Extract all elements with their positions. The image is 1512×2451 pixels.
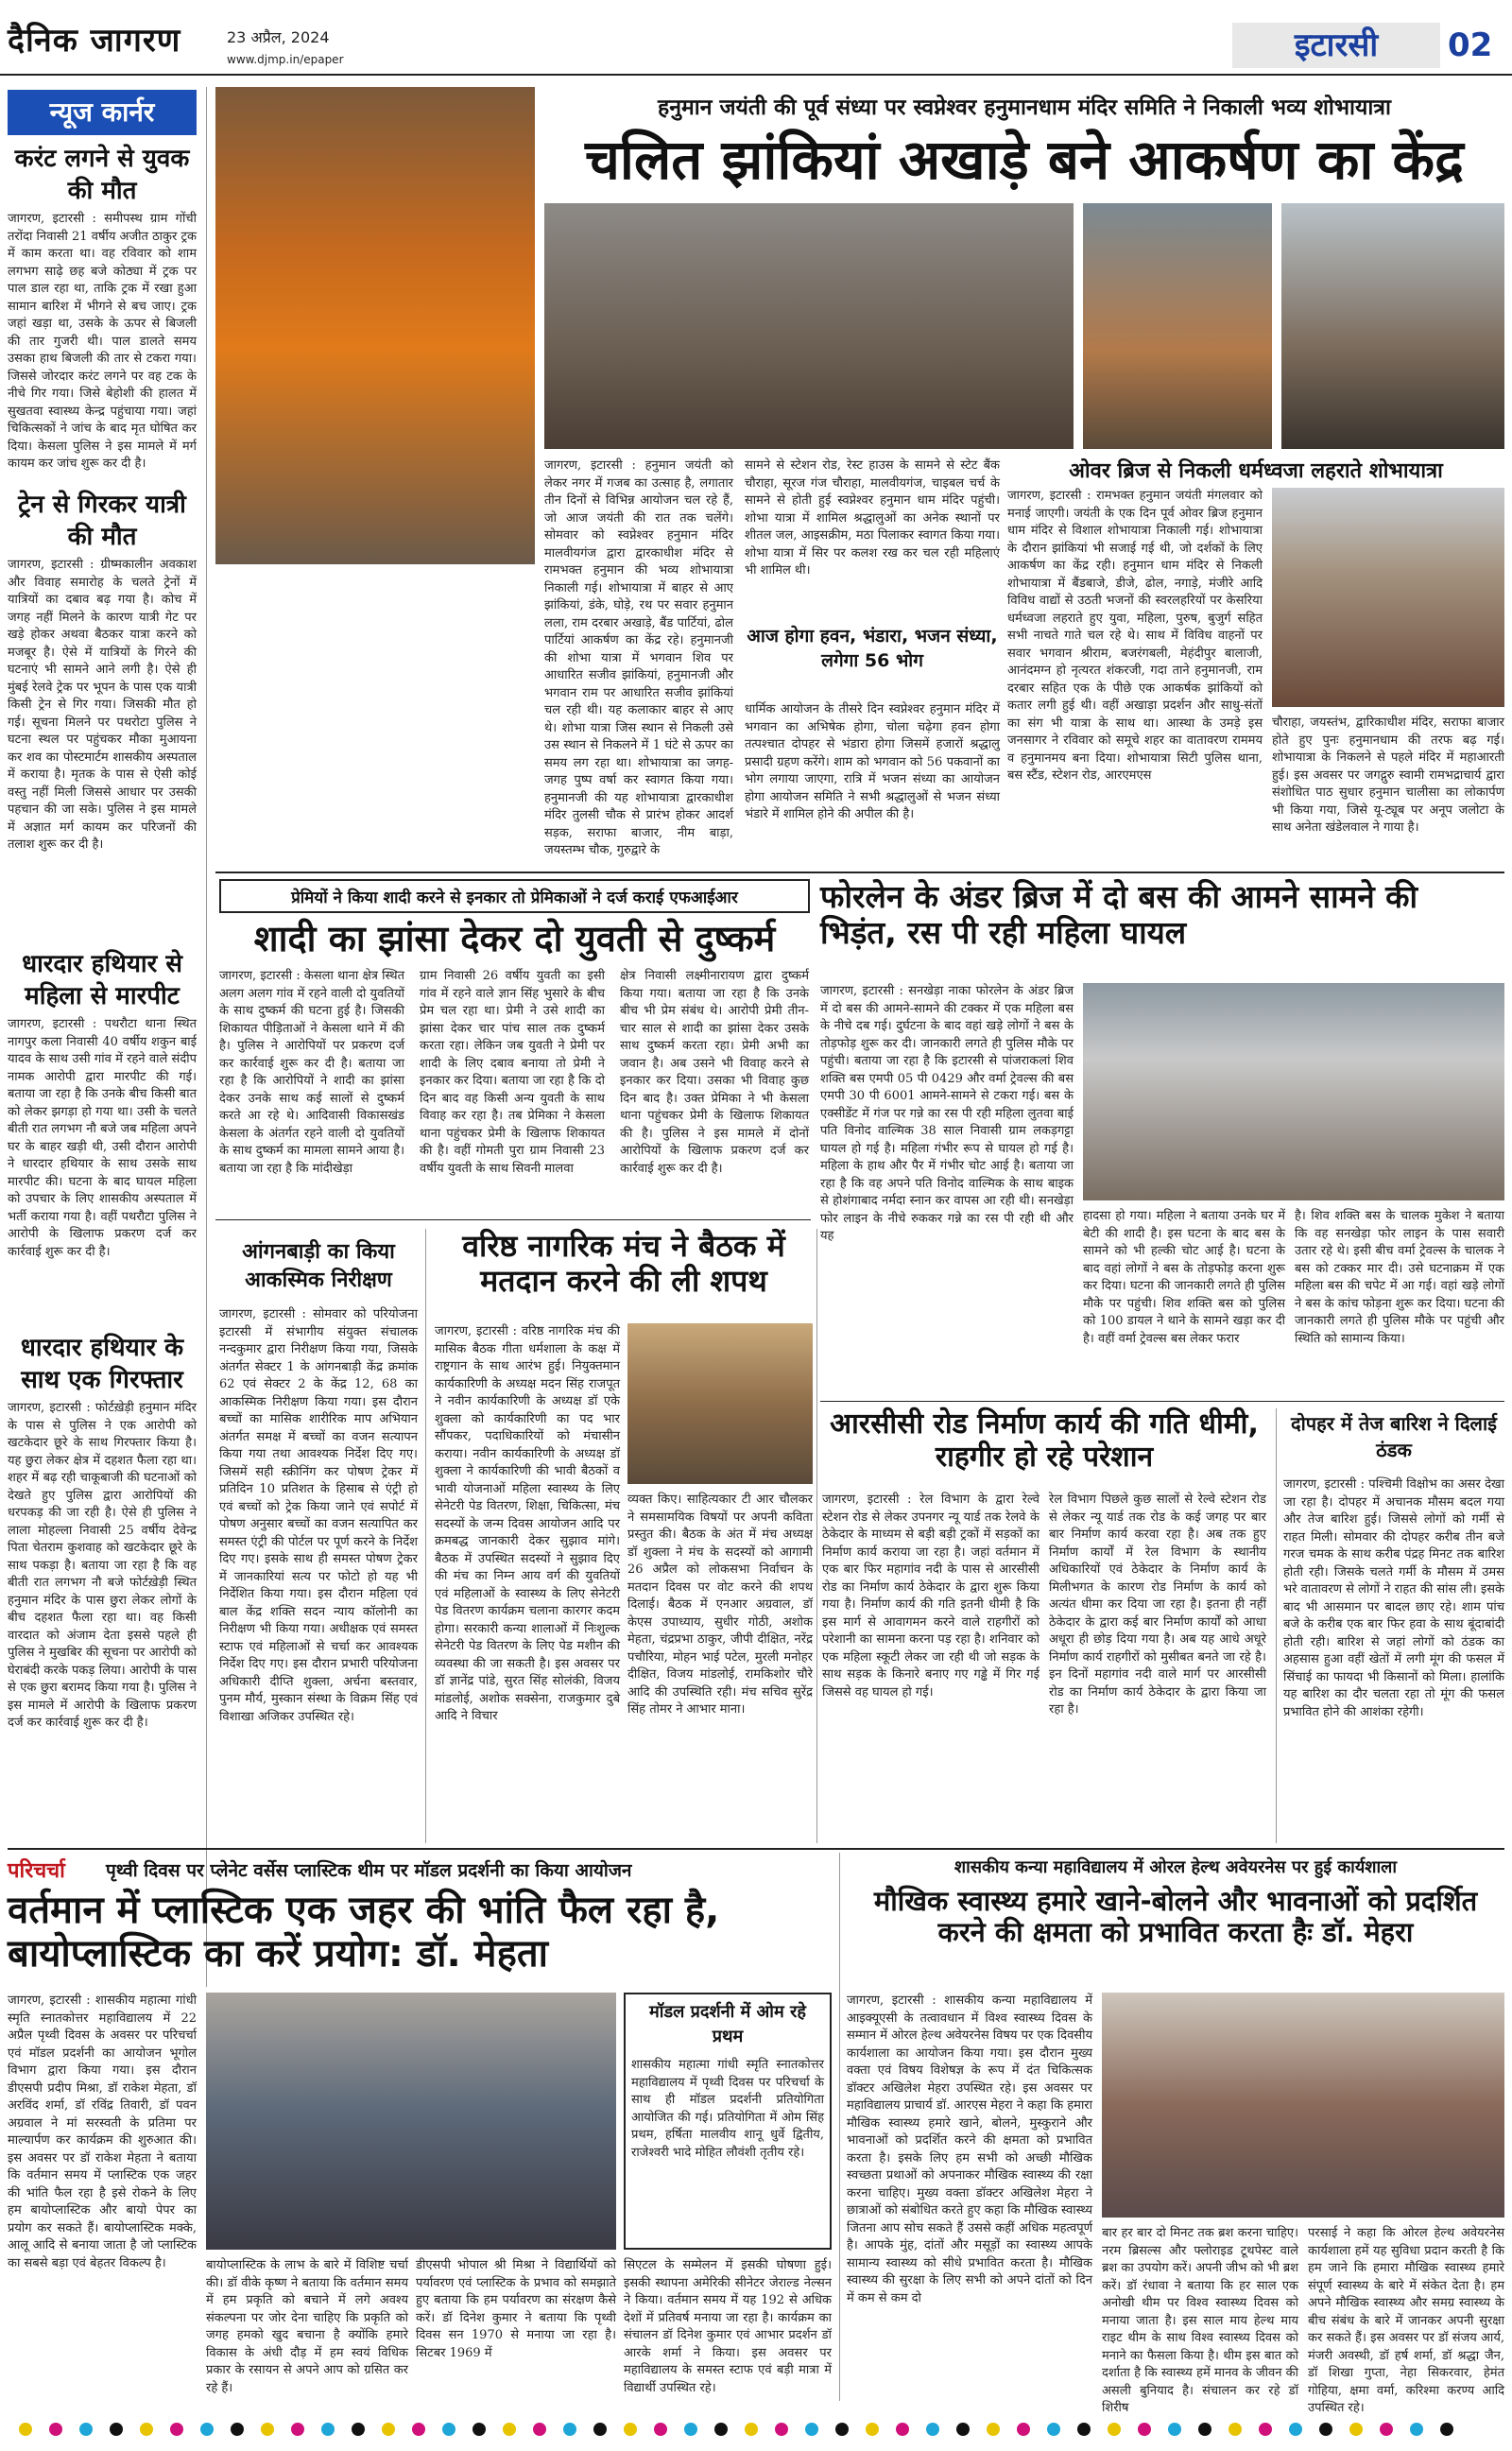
senior-body: जागरण, इटारसी : वरिष्ठ नागरिक मंच की मासिक बैठक गीता धर्मशाला के कक्ष में राष्ट्रगान के साथ आरंभ हुई। नियुक्तमान कार्यकारिणी के अध्यक्ष मदन सिंह राजपूत ने नवीन कार्यकारिणी के अध्यक्ष डॉ एके शुक्ला को कार्यकारिणी का पद भार सौंपकर, पदाधिकारियों को मंचासीन कराया। नवीन कार्यकारिणी के अध्यक्ष डॉ शुक्ला ने कार्यकारिणी की भावी बैठकों व भावी योजनाओं महिला स्वास्थ्य के लिए सेनेटरी पेड वितरण, शिक्षा, चिकित्सा, मंच सदस्यों के जन्म दिवस आयोजन आदि पर क्रमबद्ध जानकारी देकर सुझाव मांगे। बैठक में उपस्थित सदस्यों ने सुझाव दिए की मंच का निम्न आय वर्ग की युवतियों एवं महिलाओं के स्वास्थ्य के लिए सेनेटरी पेड वितरण कार्यक्रम चलाना कारगर कदम होगा। सरकारी कन्या शालाओं में निःशुल्क सेनेटरी पेड वितरण के लिए पेड मशीन की व्यवस्था की जा सकती है। इस अवसर पर डॉ ज्ञानेंद्र पांडे, सुरत सिंह सोलंकी, विजय मांडलोई, अशोक सक्सेना, राजकुमार दुबे आदि ने विचार xyxy=(435,1324,620,1723)
news-corner-headline: ट्रेन से गिरकर यात्री की मौत xyxy=(18,491,186,551)
column-divider xyxy=(816,1229,817,1843)
news-corner-headline: धारदार हथियार से महिला से मारपीट xyxy=(22,950,182,1010)
registration-dot xyxy=(110,2423,123,2436)
oral-headline: मौखिक स्वास्थ्य हमारे खाने-बोलने और भावनाओं को प्रदर्शित करने की क्षमता को प्रभावित करता हैः डॉ. मेहरा xyxy=(873,1885,1478,1949)
overbridge-body: जागरण, इटारसी : रामभक्त हनुमान जयंती मंगलवार को मनाई जाएगी। जयंती के एक दिन पूर्व ओवर ब्रिज हनुमान धाम मंदिर से विशाल शोभायात्रा निकाली गई। शोभायात्रा के दौरान झांकियां भी सजाई गई थी, जो दर्शकों के लिए आकर्षण का केंद्र रही। हनुमान धाम मंदिर से निकली शोभायात्रा में बैंडबाजे, डीजे, ढोल, नगाड़े, मंजीरे आदि विविध वाद्यों से उठती भजनों की स्वरलहरियों पर केसरिया धर्मध्वजा लहराते हुए युवा, महिला, पुरुष, बुजुर्ग सहित सभी नाचते गाते चल रहे थे। साथ में विविध वाहनों पर सवार भगवान श्रीराम, बजरंगबली, मेहंदीपुर बालाजी, आनंदमग्न हो नृत्यरत शंकरजी, गदा ताने हनुमानजी, राम दरबार सहित एक के पीछे एक आकर्षक झांकियों को कतार लगी हुई थी। वहीं अखाड़ा प्रदर्शन और साधु-संतों का संग भी यात्रा के साथ था। आस्था के उमड़े इस जनसागर ने रविवार को समूचे शहर का वातावरण राममय व हनुमानमय बना दिया। शोभायात्रा सिटी पुलिस थाना, बस स्टैंड, स्टेशन रोड, आरएमएस xyxy=(1007,489,1263,783)
lead-body: सामने से स्टेशन रोड, रेस्ट हाउस के सामने से स्टेट बैंक चौराहा, सूरज गंज चौराहा, मालवीयगंज, चाइबल चर्च के सामने से होती हुई स्वप्नेश्वर हनुमान धाम मंदिर पहुंची। शोभा यात्रा में शामिल श्रद्धालुओं का अनेक स्थानों पर शीतल जल, आइसक्रीम, मठा पिलाकर स्वागत किया गया। शोभा यात्रा में सिर पर कलश रख कर चल रही महिलाएं भी शामिल थी। xyxy=(745,458,1000,578)
registration-dot xyxy=(956,2423,970,2436)
column-divider xyxy=(425,1229,426,1843)
section-rule xyxy=(215,872,1504,873)
rain-headline: दोपहर में तेज बारिश ने दिलाई ठंडक xyxy=(1291,1412,1497,1461)
registration-dot xyxy=(291,2423,304,2436)
registration-dot xyxy=(1349,2423,1363,2436)
registration-dot xyxy=(987,2423,1000,2436)
registration-dot xyxy=(563,2423,576,2436)
registration-dot xyxy=(1077,2423,1091,2436)
registration-dot xyxy=(472,2423,486,2436)
rcc-headline: आरसीसी रोड निर्माण कार्य की गति धीमी, राहगीर हो रहे परेशान xyxy=(830,1407,1259,1474)
registration-dot xyxy=(1410,2423,1423,2436)
oral-caption: परसाई ने कहा कि ओरल हेल्थ अवेयरनेस कार्यशाला हमें यह सुविधा प्रदान करती है कि हम जाने कि हमारा मौखिक स्वास्थ्य हमारे संपूर्ण स्वास्थ्य के बारे में संकेत देता है। हम अपने मौखिक स्वास्थ्य और समग्र स्वास्थ्य के बीच संबंध के बारे में जानकर अपनी सुरक्षा कर सकते हैं। इस अवसर पर डॉ संजय आर्य, मंजरी अवस्थी, डॉ हर्ष शर्मा, डॉ श्रद्धा जैन, डॉ शिखा गुप्ता, नेहा सिकरवार, हेमंत गोहिया, क्षमा वर्मा, करिश्मा करण्य आदि उपस्थित रहे। xyxy=(1308,2226,1504,2415)
registration-dot xyxy=(1168,2423,1181,2436)
plastic-body: जागरण, इटारसी : शासकीय महात्मा गांधी स्मृति स्नातकोत्तर महाविद्यालय में 22 अप्रैल पृथ्वी दिवस के अवसर पर परिचर्चा एवं मॉडल प्रदर्शनी का आयोजन भूगोल विभाग द्वारा किया गया। इस दौरान डीएसपी प्रदीप मिश्रा, डॉ राकेश मेहता, डॉ अरविंद शर्मा, डॉ रविंद्र तिवारी, डॉ पवन अग्रवाल ने मां सरस्वती के प्रतिमा पर माल्यार्पण कर कार्यक्रम की शुरुआत की। इस अवसर पर डॉ राकेश मेहता ने बताया कि वर्तमान समय में प्लास्टिक एक जहर की भांति फैल रहा है इसे रोकने के लिए हम बायोप्लास्टिक और बायो पेपर का प्रयोग कर सकते हैं। बायोप्लास्टिक मक्के, आलू आदि से बनाया जाता है जो प्लास्टिक का सबसे बड़ा एवं बेहतर विकल्प है। xyxy=(8,1994,197,2270)
registration-dot xyxy=(714,2423,728,2436)
registration-dot xyxy=(19,2423,32,2436)
section-rule xyxy=(8,1848,1504,1850)
registration-dot xyxy=(231,2423,244,2436)
edition-date: 23 अप्रैल, 2024 xyxy=(227,28,330,46)
registration-dot xyxy=(684,2423,697,2436)
forelane-body: जागरण, इटारसी : सनखेड़ा नाका फोरलेन के अंडर ब्रिज में दो बस की आमने-सामने की टक्कर में एक महिला बस के नीचे दब गई। दुर्घटना के बाद वहां खड़े लोगों ने बस के तोड़फोड़ शुरू कर दी। जानकारी लगते ही पुलिस मौके पर पहुंची। बताया जा रहा है कि इटारसी से पांजराकलां शिव शक्ति बस एमपी 05 पी 0429 और वर्मा ट्रेवल्स की बस एमपी 30 पी 6001 आमने-सामने से टकरा गई। बस के एक्सीडेंट में गंज पर गन्ने का रस पी रही महिला लुतवा बाई पति विनोद वाल्मिक 38 साल निवासी ग्राम लकड़गट्टा घायल हो गई है। महिला गंभीर रूप से घायल हो गई है। महिला के हाथ और पैर में गंभीर चोट आई है। बताया जा रहा है कि वह अपने पति विनोद वाल्मिक के साथ बाइक से होशंगाबाद नर्मदा स्नान कर वापस आ रही थी। सनखेड़ा फोर लाइन के नीचे रुककर गन्ने का रस पी रही थी और यह xyxy=(820,984,1074,1243)
registration-dot xyxy=(200,2423,214,2436)
news-corner-headline: धारदार हथियार के साथ एक गिरफ्तार xyxy=(20,1334,184,1394)
registration-dot xyxy=(170,2423,183,2436)
oral-body: जागरण, इटारसी : शासकीय कन्या महाविद्यालय में आइक्यूएसी के तत्वावधान में विश्व स्वास्थ्य दिवस के सम्मान में ओरल हेल्थ अवेयरनेस विषय पर एक दिवसीय कार्यशाला का आयोजन किया गया। इस दौरान मुख्य वक्ता एवं विषय विशेषज्ञ के रूप में दंत चिकित्सक डॉक्टर अखिलेश मेहरा उपस्थित रहे। इस अवसर पर महाविद्यालय प्राचार्य डॉ. आरएस मेहरा ने कहा कि हमारा मौखिक स्वास्थ्य हमारे खाने, बोलने, मुस्कुराने और भावनाओं को प्रदर्शित करने की क्षमता को प्रभावित करता है। इसके लिए हम सभी को अच्छी मौखिक स्वच्छता प्रथाओं को अपनाकर मौखिक स्वास्थ्य की रक्षा करना चाहिए। मुख्य वक्ता डॉक्टर अखिलेश मेहरा ने छात्राओं को संबोधित करते हुए कहा कि मौखिक स्वास्थ्य जितना आप सोच सकते हैं उससे कहीं अधिक महत्वपूर्ण है। आपके मुंह, दांतों और मसूड़ों का स्वास्थ्य आपके सामान्य स्वास्थ्य को सीधे प्रभावित करता है। मौखिक स्वास्थ्य की सुरक्षा के लिए सभी को अपने दांतों को दिन में कम से कम दो xyxy=(847,1994,1092,2305)
column-divider xyxy=(206,87,207,1987)
senior-meeting-photo xyxy=(627,1323,813,1484)
overbridge-photo xyxy=(1272,488,1504,707)
news-corner-body: जागरण, इटारसी : ग्रीष्मकालीन अवकाश और विवाह समारोह के चलते ट्रेनों में यात्रियों का दबाव बढ़ गया है। कोच में जगह नहीं मिलने के कारण यात्री गेट पर खड़े होकर अथवा बैठकर यात्रा करने को मजबूर है। ऐसे में यात्रियों के गिरने की घटनाएं भी सामने आने लगी है। ऐसे ही मुंबई रेलवे ट्रेक पर भूपन के पास एक यात्री किसी ट्रेन से गिर गया। जिसकी मौत हो गई। सूचना मिलने पर पथरोटा पुलिस ने घटना स्थल पर पहुंचकर मौका मुआयना कर शव का पोस्टमार्टम शासकीय अस्पताल में कराया है। मृतक के पास से ऐसी कोई वस्तु नहीं मिली जिससे आधार पर उसकी पहचान की जा सके। पुलिस ने इस मामले में अज्ञात मर्ग कायम कर परिजनों की तलाश शुरू कर दी है। xyxy=(8,558,197,852)
news-corner-body: जागरण, इटारसी : फोर्टख़ेड़ी हनुमान मंदिर के पास से पुलिस ने एक आरोपी को खटकेदार छूरे के साथ गिरफ्तार किया है। यह छुरा लेकर क्षेत्र में दहशत फैला रहा था। शहर में बढ़ रही चाकूबाजी की घटनाओं को देखते हुए पुलिस द्वारा आरोपियों की धरपकड़ की जा रही है। ऐसे ही पुलिस ने लाला मोहल्ला निवासी 25 वर्षीय देवेन्द्र पिता चेतराम कुशवाह को खटकेदार छूरे के साथ पकड़ा है। बताया जा रहा है कि वह बीती रात लगभग नौ बजे फोर्टख़ेड़ी स्थित हनुमान मंदिर के पास छुरा लेकर लोगों के बीच दहशत फैला रहा था। वह किसी वारदात को अंजाम देता इससे पहले ही पुलिस ने मुखबिर की सूचना पर आरोपी को घेराबंदी करके पकड़ लिया। आरोपी के पास से एक छुरा बरामद किया गया है। पुलिस ने इस मामले में आरोपी के खिलाफ प्रकरण दर्ज कर कार्रवाई शुरू कर दी है। xyxy=(8,1401,197,1730)
section-rule xyxy=(215,1219,811,1220)
registration-dot xyxy=(624,2423,637,2436)
registration-dot xyxy=(1380,2423,1393,2436)
oral-kicker: शासकीय कन्या महाविद्यालय में ओरल हेल्थ अवेयरनेस पर हुई कार्यशाला xyxy=(954,1857,1398,1877)
registration-dot xyxy=(593,2423,607,2436)
registration-dot xyxy=(261,2423,274,2436)
senior-body: व्यक्त किए। साहित्यकार टी आर चौलकर ने समसामयिक विषयों पर अपनी कविता प्रस्तुत की। बैठक के अंत में मंच अध्यक्ष डॉ शुक्ला ने मंच के सदस्यों को आगामी 26 अप्रैल को लोकसभा निर्वाचन के मतदान दिवस पर वोट करने की शपथ दिलाई। बैठक में एनआर अग्रवाल, डॉ केएस उपाध्याय, सुधीर गोठी, अशोक मेहता, चंद्रप्रभा ठाकुर, जीपी दीक्षित, नरेंद्र पचौरिया, मोहन भाई पटेल, मुरली मनोहर दीक्षित, विजय मांडलोई, रामकिशोर चौरे आदि की उपस्थिति रही। मंच सचिव सुरेंद्र सिंह तोमर ने आभार माना। xyxy=(627,1493,813,1717)
anganwadi-body: जागरण, इटारसी : सोमवार को परियोजना इटारसी में संभागीय संयुक्त संचालक नन्दकुमार द्वारा निरीक्षण किया गया, जिसके अंतर्गत सेक्टर 1 के आंगनबाड़ी केंद्र क्रमांक 62 एवं सेक्टर 2 के केंद्र 12, 68 का आकस्मिक निरीक्षण किया गया। इस दौरान बच्चों का मासिक शारीरिक माप अभियान अंतर्गत समक्ष में बच्चों का वजन सत्यापन किया गया तथा आवश्यक निर्देश दिए गए। जिसमें सही स्क्रीनिंग कर पोषण ट्रेकर में प्रतिदिन 10 प्रतिशत के हिसाब से एंट्री हो एवं बच्चों को ट्रेक किया जाने एवं सपोर्ट में पोषण अनुसार बच्चों का वजन सत्यापित कर समस्त एंट्री की पोर्टल पर पूर्ण करने के निर्देश दिए गए। इसके साथ ही समस्त पोषण ट्रेकर में जानकारियां सत्य पर फोटो हो यह भी निर्देशित किया गया। इस दौरान महिला एवं बाल केंद्र शक्ति सदन न्याय कॉलोनी का निरीक्षण भी किया गया। अधीक्षक एवं समस्त स्टाफ एवं महिलाओं से चर्चा कर आवश्यक निर्देश दिए गए। इस दौरान प्रभारी परियोजना अधिकारी दीप्ति शुक्ला, अर्चना बस्तवार, पुनम मौर्य, मुस्कान संस्था के विक्रम सिंह एवं विशाखा अजिकर उपस्थित रहे। xyxy=(219,1307,418,1724)
plastic-body: सिएटल के सम्मेलन में इसकी घोषणा हुई। इसकी स्थापना अमेरिकी सीनेटर जेराल्ड नेल्सन ने किया। वर्तमान समय में यह 192 से अधिक देशों में प्रतिवर्ष मनाया जा रहा है। कार्यक्रम का संचालन डॉ दिनेश कुमार एवं आभार प्रदर्शन डॉ आरके शर्मा ने किया। इस अवसर पर महाविद्यालय के समस्त स्टाफ एवं बड़ी मात्रा में विद्यार्थी उपस्थित रहे। xyxy=(624,2258,832,2395)
registration-dot xyxy=(745,2423,758,2436)
registration-dot xyxy=(412,2423,425,2436)
registration-dot xyxy=(352,2423,365,2436)
registration-dot xyxy=(654,2423,667,2436)
print-color-strip xyxy=(19,2420,1493,2439)
lead-body: धार्मिक आयोजन के तीसरे दिन स्वप्नेश्वर हनुमान मंदिर में भगवान का अभिषेक होगा, चोला चढ़ेगा हवन होगा तत्पश्चात दोपहर से भंडारा होगा जिसमें हजारों श्रद्धालु प्रसादी ग्रहण करेंगे। शाम को भगवान को 56 पकवानों का भोग लगाया जाएगा, रात्रि में भजन संध्या का आयोजन होगा आयोजन समिति ने सभी श्रद्धालुओं से भजन संध्या भंडारे में शामिल होने की अपील की है। xyxy=(745,702,1000,821)
registration-dot xyxy=(442,2423,455,2436)
registration-dot xyxy=(1017,2423,1030,2436)
registration-dot xyxy=(1319,2423,1332,2436)
registration-dot xyxy=(1108,2423,1121,2436)
registration-dot xyxy=(775,2423,788,2436)
news-corner-title: न्यूज कार्नर xyxy=(8,90,197,135)
registration-dot xyxy=(1259,2423,1272,2436)
registration-dot xyxy=(140,2423,153,2436)
registration-dot xyxy=(49,2423,62,2436)
rcc-body: रेल विभाग पिछले कुछ सालों से रेल्वे स्टेशन रोड से लेकर न्यू यार्ड तक रोड के कई जगह पर बार बार निर्माण कार्य करवा रहा है। अब तक हुए निर्माण कार्यों में रेल विभाग के स्थानीय अधिकारियों एवं ठेकेदार के निर्माण कार्य के मिलीभगत के कारण रोड निर्माण के कार्य को अत्यंत धीमा कर दिया जा रहा है। इतना ही नहीं ठेकेदार के द्वारा कई बार निर्माण कार्यों को आधा अधूरा ही छोड़ दिया गया है। अब यह आधे अधूरे निर्माण कार्य राहगीरों को मुसीबत बनते जा रहे है। इन दिनों महागांव नदी वाले मार्ग पर आरसीसी रोड का निर्माण कार्य ठेकेदार के द्वारा किया जा रहा है। xyxy=(1049,1493,1266,1717)
plastic-headline: वर्तमान में प्लास्टिक एक जहर की भांति फैल रहा है, बायोप्लास्टिक का करें प्रयोग: डॉ. मेहता xyxy=(8,1889,720,1976)
news-corner-body: जागरण, इटारसी : पथरौटा थाना स्थित नागपुर कला निवासी 40 वर्षीय शकुन बाई यादव के साथ उसी गांव में रहने वाले संदीप नामक आरोपी द्वारा मारपीट की गई। बताया जा रहा है कि उनके बीच किसी बात को लेकर झगड़ा हो गया था। उसी के चलते बीती रात लगभग नौ बजे जब महिला अपने घर के बाहर खड़ी थी, उसी दौरान आरोपी ने धारदार हथियार के साथ उसके साथ मारपीट की। घटना के बाद घायल महिला को उपचार के लिए शासकीय अस्पताल में भर्ती कराया गया है। वहीं पथरौटा पुलिस ने आरोपी के खिलाफ प्रकरण दर्ज कर कार्रवाई शुरू कर दी है। xyxy=(8,1017,197,1259)
registration-dot xyxy=(79,2423,93,2436)
registration-dot xyxy=(503,2423,516,2436)
registration-dot xyxy=(1047,2423,1060,2436)
plastic-event-photo xyxy=(206,1993,616,2250)
overbridge-headline: ओवर ब्रिज से निकली धर्मध्वजा लहराते शोभायात्रा xyxy=(1069,459,1443,483)
marriage-kicker: प्रेमियों ने किया शादी करने से इनकार तो प्रेमिकाओं ने दर्ज कराई एफआईआर xyxy=(291,889,738,907)
epaper-url: www.djmp.in/epaper xyxy=(227,53,344,66)
lead-photo-akhada xyxy=(1083,203,1272,449)
anganwadi-headline: आंगनबाड़ी का किया आकस्मिक निरीक्षण xyxy=(242,1240,395,1292)
news-corner-headline: करंट लगने से युवक की मौत xyxy=(14,145,190,205)
marriage-body: जागरण, इटारसी : केसला थाना क्षेत्र स्थित अलग अलग गांव में रहने वाली दो युवतियों के साथ दुष्कर्म की घटना हुई है। जिसकी शिकायत पीड़िताओं ने केसला थाने में की है। पुलिस ने आरोपियों पर प्रकरण दर्ज कर कार्रवाई शुरू कर दी है। बताया जा रहा है कि आरोपियों ने शादी का झांसा देकर उनके साथ कई सालों से दुष्कर्म करते आ रहे थे। आदिवासी विकासखंड केसला के अंतर्गत रहने वाली दो युवतियों के साथ दुष्कर्म का मामला सामने आया है। बताया जा रहा है कि मांदीखेड़ा xyxy=(219,969,404,1176)
oral-workshop-photo xyxy=(1102,1993,1504,2218)
masthead xyxy=(0,0,1512,76)
lead-kicker: हनुमान जयंती की पूर्व संध्या पर स्वप्नेश्वर हनुमानधाम मंदिर समिति ने निकाली भव्य शोभायात्रा xyxy=(658,95,1391,120)
plastic-body: बायोप्लास्टिक के लाभ के बारे में विशिष्ट चर्चा की। डॉ वीके कृष्ण ने बताया कि वर्तमान समय में हम प्रकृति को बचाने में लगे अवश्य संकल्पना पर जोर देना चाहिए कि प्रकृति को जगह हमको खुद बचाना है क्योंकि हमारे विकास के अंधी दौड़ में हम स्वयं विधिक प्रकार के रसायन से अपने आप को ग्रसित कर रहे हैं। xyxy=(206,2258,408,2395)
registration-dot xyxy=(926,2423,939,2436)
lead-photo-crowd xyxy=(544,203,1074,449)
section-rule xyxy=(820,1401,1504,1402)
section-name: इटारसी xyxy=(1232,23,1440,68)
news-corner xyxy=(8,90,197,1980)
news-corner-body: जागरण, इटारसी : समीपस्थ ग्राम गोंची तरोंदा निवासी 21 वर्षीय अजीत ठाकुर ट्रक में काम करता था। वह रविवार को शाम लगभग साढ़े छह बजे कोठ्या में ट्रक पर पाल डाल रहा था, ताकि ट्रक में रखा हुआ सामान बारिश में भीगने से बच जाए। ट्रक जहां खड़ा था, उसके के ऊपर से बिजली की तार गुजरी थी। पाल डालते समय उसका हाथ बिजली की तार से टकरा गया। जिससे जोरदार करंट लगने पर वह टक के नीचे गिर गया। जिसे बेहोशी की हालत में सुखतवा स्वास्थ्य केन्द्र पहुंचाया गया। जहां चिकित्सकों ने जांच के बाद मृत घोषित कर दिया। केसला पुलिस ने इस मामले में मर्ग कायम कर जांच शुरू कर दी है। xyxy=(8,212,197,471)
lead-body: जागरण, इटारसी : हनुमान जयंती को लेकर नगर में गजब का उत्साह है, लगातार तीन दिनों से विभिन्न आयोजन चल रहे हैं, जो आज जयंती की रात तक चलेंगे। सोमवार को स्वप्नेश्वर हनुमान मंदिर मालवीयगंज द्वारा द्वारकाधीश मंदिर से रामभक्त हनुमान की भव्य शोभायात्रा निकाली गई। शोभायात्रा में बाहर से आए झांकियां, डंके, घोड़े, रथ पर सवार हनुमान लला, राम दरबार अखाड़े, बैंड पार्टियां, ढोल पार्टियां आकर्षण का केंद्र रहे। हनुमानजी की शोभा यात्रा में भगवान शिव पर आधारित सजीव झांकियां, हनुमानजी और भगवान राम पर आधारित सजीव झांकियां चल रही थी। यह कलाकार बाहर से आए थे। शोभा यात्रा जिस स्थान से निकली उसे उस स्थान से निकलने में 1 घंटे से ऊपर का समय लग रहा था। शोभायात्रा का जगह-जगह पुष्प वर्षा कर स्वागत किया गया। हनुमानजी की यह शोभायात्रा द्वारकाधीश मंदिर तुलसी चौक से प्रारंभ होकर आदर्श सड़क, सराफा बाजार, नीम बाड़ा, जयस्तम्भ चौक, गुरुद्वारे के xyxy=(544,458,733,857)
lead-photo-performer xyxy=(1281,203,1504,449)
registration-dot xyxy=(533,2423,546,2436)
forelane-headline: फोरलेन के अंडर ब्रिज में दो बस की आमने सामने की भिड़ंत, रस पी रही महिला घायल xyxy=(820,878,1418,951)
registration-dot xyxy=(1228,2423,1242,2436)
registration-dot xyxy=(805,2423,818,2436)
marriage-body: क्षेत्र निवासी लक्ष्मीनारायण द्वारा दुष्कर्म किया गया। बताया जा रहा है कि उनके बीच भी प्रेम संबंध थे। आरोपी प्रेमी तीन-चार साल से शादी का झांसा देकर उसके साथ दुष्कर्म करता रहा। प्रेमी अभी का जवान है। अब उसने भी विवाह करने से इनकार कर दिया। उसका भी विवाह कुछ दिन बाद है। उक्त प्रेमिका ने भी केसला थाना पहुंचकर प्रेमी के खिलाफ शिकायत की है। पुलिस ने इस मामले में दोनों आरोपियों के खिलाफ प्रकरण दर्ज कर कार्रवाई शुरू कर दी है। xyxy=(620,969,809,1176)
lead-photo-hanuman xyxy=(215,87,535,564)
registration-dot xyxy=(1138,2423,1151,2436)
rain-body: जागरण, इटारसी : पश्चिमी विक्षोभ का असर देखा जा रहा है। दोपहर में अचानक मौसम बदल गया और तेज बारिश हुई। जिससे लोगों को गर्मी से राहत मिली। सोमवार की दोपहर करीब तीन बजे गरज चमक के साथ करीब पंद्रह मिनट तक बारिश होती रही। जिसके चलते गर्मी के मौसम में उमस भरे वातावरण से लोगों ने राहत की सांस ली। इसके बाद भी आसमान पर बादल छाए रहे। शाम पांच बजे के करीब एक बार फिर हवा के साथ बूंदाबांदी होती रही। बारिश से जहां लोगों को ठंडक का अहसास हुआ वहीं खेतों में लगी मूंग की फसल में सिंचाई का फायदा भी किसानों को मिला। हालांकि यह बारिश का दौर चलता रहा तो मूंग की फसल प्रभावित होने की आशंका रहेगी। xyxy=(1283,1477,1504,1719)
forelane-bus-photo xyxy=(1083,983,1504,1200)
senior-headline: वरिष्ठ नागरिक मंच ने बैठक में मतदान करने की ली शपथ xyxy=(462,1228,785,1299)
model-headline: मॉडल प्रदर्शनी में ओम रहे प्रथम xyxy=(649,2002,806,2046)
column-divider xyxy=(839,1853,840,2401)
masthead-logo: दैनिक जागरण xyxy=(8,22,181,60)
page-number: 02 xyxy=(1448,26,1493,64)
lead-headline: चलित झांकियां अखाड़े बने आकर्षण का केंद्र xyxy=(585,128,1464,192)
marriage-headline: शादी का झांसा देकर दो युवती से दुष्कर्म xyxy=(253,918,776,959)
overbridge-caption: चौराहा, जयस्तंभ, द्वारिकाधीश मंदिर, सराफा बाजार होते हुए पुनः हनुमानधाम की तरफ बढ़ गई। शोभायात्रा के निकलने से पहले मंदिर में महाआरती हुई। इस अवसर पर जगद्गुरु स्वामी रामभद्राचार्य द्वारा संशोधित पाठ सुधार हनुमान चालीसा का लोकार्पण भी किया गया, जिसे यू-ट्यूब पर अनूप जलोटा के साथ अनेता खंडेलवाल ने गाया है। xyxy=(1272,716,1504,835)
registration-dot xyxy=(835,2423,849,2436)
registration-dot xyxy=(1440,2423,1453,2436)
registration-dot xyxy=(896,2423,909,2436)
model-body: शासकीय महात्मा गांधी स्मृति स्नातकोत्तर महाविद्यालय में पृथ्वी दिवस पर परिचर्चा के साथ ही मॉडल प्रदर्शनी प्रतियोगिता आयोजित की गई। प्रतियोगिता में ओम सिंह प्रथम, हर्षिता मालवीय शानू धुर्वे द्वितीय, राजेश्वरी भादे मोहित लौवंशी तृतीय रहे। xyxy=(631,2058,824,2160)
registration-dot xyxy=(321,2423,335,2436)
registration-dot xyxy=(1198,2423,1211,2436)
marriage-body: ग्राम निवासी 26 वर्षीय युवती का इसी गांव में रहने वाले ज्ञान सिंह भुसारे के बीच प्रेम चल रहा था। प्रेमी ने उसे शादी का झांसा देकर चार पांच साल तक दुष्कर्म करता रहा। लेकिन जब युवती ने प्रेमी पर शादी के लिए दबाव बनाया तो प्रेमी ने इनकार कर दिया। बताया जा रहा है कि दो दिन बाद वह किसी अन्य युवती के साथ विवाह कर रहा है। तब प्रेमिका ने केसला थाना पहुंचकर प्रेमी के खिलाफ शिकायत की है। वहीं गोमती पुरा ग्राम निवासी 23 वर्षीय युवती के साथ सिवनी मालवा xyxy=(420,969,605,1176)
registration-dot xyxy=(1289,2423,1302,2436)
rcc-body: जागरण, इटारसी : रेल विभाग के द्वारा रेल्वे स्टेशन रोड से लेकर उपनगर न्यू यार्ड तक रेलवे के ठेकेदार के माध्यम से बड़ी बड़ी ट्रकों में सड़कों का निर्माण कार्य कराया जा रहा है। जहां वर्तमान में एक बार फिर महागांव नदी के पास से आरसीसी रोड का निर्माण कार्य ठेकेदार के द्वारा शुरू किया गया है। निर्माण कार्य की गति इतनी धीमी है कि इस मार्ग से आवागमन करने वाले राहगीरों को परेशानी का सामना करना पड़ रहा है। शनिवार को एक महिला स्कूटी लेकर जा रही थी जो सड़क के साथ सड़क के किनारे बनाए गए गड्ढे में गिर गई जिससे वह घायल हो गई। xyxy=(822,1493,1040,1700)
registration-dot xyxy=(382,2423,395,2436)
oral-caption: बार हर बार दो मिनट तक ब्रश करना चाहिए। नरम ब्रिसल्स और फ्लोराइड टूथपेस्ट वाले ब्रश का उपयोग करें। अपनी जीभ को भी ब्रश करें। डॉ रंधावा ने बताया कि हर साल एक अनोखी थीम पर विश्व स्वास्थ्य दिवस को मनाया जाता है। इस साल माय हेल्थ माय राइट थीम के साथ विश्व स्वास्थ्य दिवस को मनाने का फैसला किया है। थीम इस बात को दर्शाता है कि स्वास्थ्य हमें मानव के जीवन की असली बुनियाद है। संचालन कर रहे डॉ शिरीष xyxy=(1102,2226,1298,2415)
plastic-label: परिचर्चा xyxy=(8,1859,65,1883)
masthead-rule xyxy=(0,74,1512,76)
plastic-body: डीएसपी भोपाल श्री मिश्रा ने विद्यार्थियों को पर्यावरण एवं प्लास्टिक के प्रभाव को समझाते हुए बताया कि हम पर्यावरण का संरक्षण कैसे करें। डॉ दिनेश कुमार ने बताया कि पृथ्वी दिवस सन 1970 से मनाया जा रहा है। सिटबर 1969 में xyxy=(416,2258,616,2360)
column-divider xyxy=(1276,1408,1277,1843)
lead-subhead: आज होगा हवन, भंडारा, भजन संध्या, लगेगा 56 भोग xyxy=(747,626,998,671)
forelane-caption: हादसा हो गया। महिला ने बताया उनके घर में बेटी की शादी है। इस घटना के बाद बस के सामने को भी हल्की चोट आई है। घटना के बाद वहां लोगों ने बस के तोड़फोड़ करना शुरू कर दिया। घटना की जानकारी लगते ही पुलिस मौके पर पहुंची। शिव शक्ति बस को पुलिस को 100 डायल ने थाने के सामने खड़ा कर दी है। वहीं वर्मा ट्रेवल्स बस लेकर फरार xyxy=(1083,1209,1285,1346)
forelane-caption: है। शिव शक्ति बस के चालक मुकेश ने बताया कि वह सनखेड़ा फोर लाइन के पास सवारी उतार रहे थे। इसी बीच वर्मा ट्रेवल्स के चालक ने बस को टक्कर मार दी। उसे घटनाक्रम में एक महिला बस की चपेट में आ गई। वहां खड़े लोगों ने बस के कांच फोड़ना शुरू कर दिया। घटना की जानकारी लगते ही पुलिस मौके पर पहुंची और स्थिति को सामान्य किया। xyxy=(1295,1209,1504,1346)
plastic-kicker: पृथ्वी दिवस पर प्लेनेट वर्सेस प्लास्टिक थीम पर मॉडल प्रदर्शनी का किया आयोजन xyxy=(106,1860,632,1881)
registration-dot xyxy=(866,2423,879,2436)
